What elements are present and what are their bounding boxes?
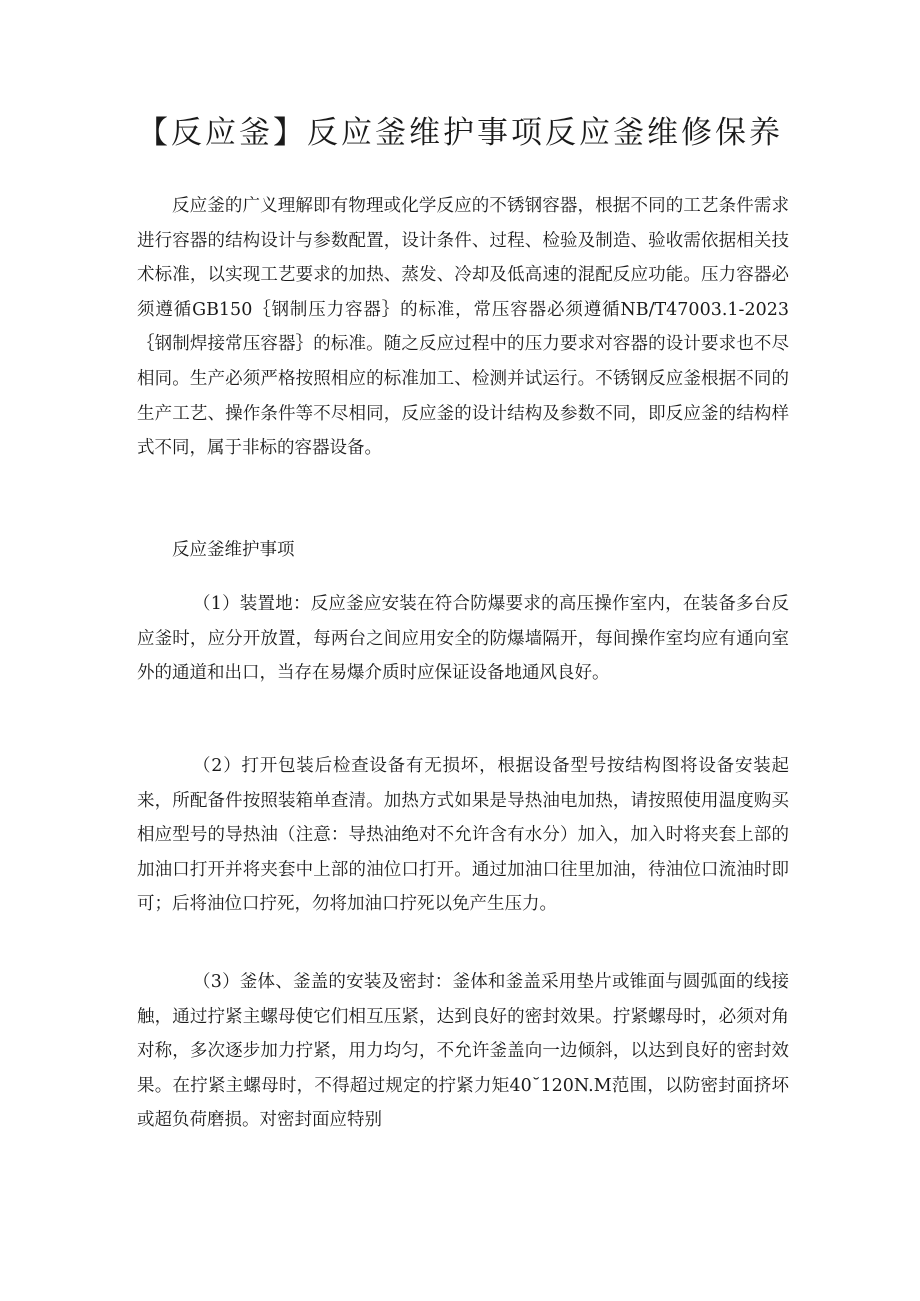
paragraph-introduction: 反应釜的广义理解即有物理或化学反应的不锈钢容器，根据不同的工艺条件需求进行容器的结构设计与参数配置，设计条件、过程、检验及制造、验收需依据相关技术标准，以实现工艺要求的加热、蒸发、冷却及低高速的混配反应功能。压力容器必须遵循GB150｛钢制压力容器｝的标准，常压容器必须遵循NB/T47003.1-2023｛钢制焊接常压容器｝的标准。随之反应过程中的压力要求对容器的设计要求也不尽相同。生产必须严格按照相应的标准加工、检测并试运行。不锈钢反应釜根据不同的生产工艺、操作条件等不尽相同，反应釜的设计结构及参数不同，即反应釜的结构样式不同，属于非标的容器设备。 [137,196,789,459]
paragraph-item-3-sealing: （3）釜体、釜盖的安装及密封：釜体和釜盖采用垫片或锥面与圆弧面的线接触，通过拧紧主螺母使它们相互压紧，达到良好的密封效果。拧紧螺母时，必须对角对称，多次逐步加力拧紧，用力均匀，不允许釜盖向一边倾斜，以达到良好的密封效果。在拧紧主螺母时，不得超过规定的拧紧力矩40˘120N.M范围，以防密封面挤坏或超负荷磨损。对密封面应特别 [137,972,789,1131]
paragraph-item-2-unpacking-oil: （2）打开包装后检查设备有无损坏，根据设备型号按结构图将设备安装起来，所配备件按照装箱单查清。加热方式如果是导热油电加热，请按照使用温度购买相应型号的导热油（注意：导热油绝对不允许含有水分）加入，加入时将夹套上部的加油口打开并将夹套中上部的油位口打开。通过加油口往里加油，待油位口流油时即可；后将油位口拧死，勿将加油口拧死以免产生压力。 [137,756,789,915]
section-heading-maintenance: 反应釜维护事项 [172,540,295,560]
document-title: 【反应釜】反应釜维护事项反应釜维修保养 [137,115,783,151]
paragraph-item-1-installation-site: （1）装置地：反应釜应安装在符合防爆要求的高压操作室内，在装备多台反应釜时，应分开放置，每两台之间应用安全的防爆墙隔开，每间操作室均应有通向室外的通道和出口，当存在易爆介质时应保证设备地通风良好。 [137,594,789,684]
